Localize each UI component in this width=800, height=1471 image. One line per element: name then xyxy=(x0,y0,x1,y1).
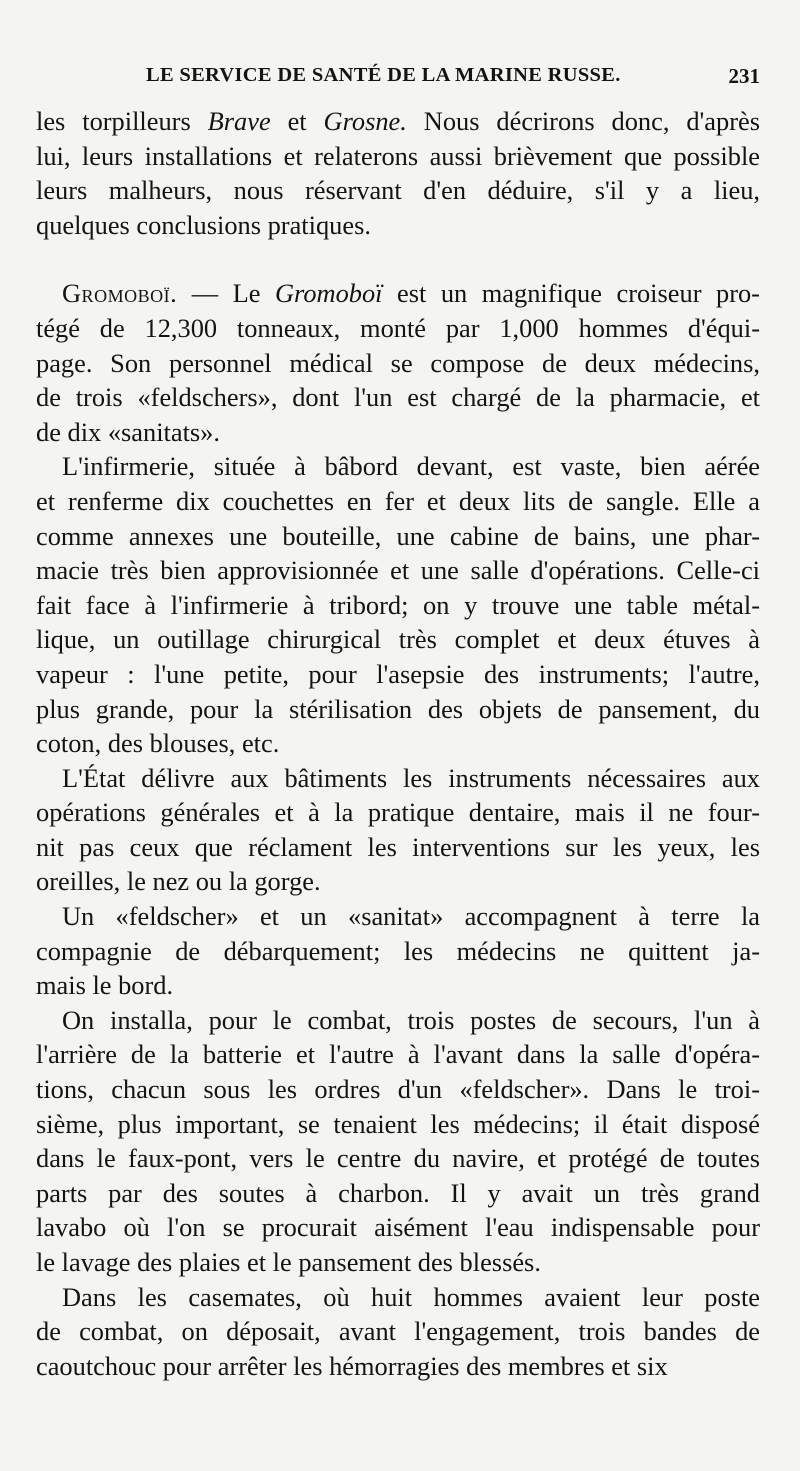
text-line: mais le bord. xyxy=(36,970,174,1001)
paragraph-etat xyxy=(36,761,760,899)
text-line: vapeur : l'une petite, pour l'asepsie des instruments; l'autre, xyxy=(36,658,760,689)
text-line: l'arrière de la batterie et l'autre à l'avant dans la salle d'opéra- xyxy=(36,1039,760,1070)
text-line: parts par des soutes à charbon. Il y avait un très grand xyxy=(36,1177,760,1208)
intro-paragraph xyxy=(36,104,760,242)
text-line: lui, leurs installations et relaterons aussi brièvement que possible xyxy=(36,140,760,171)
text-line: coton, des blouses, etc. xyxy=(36,728,280,759)
text-line: comme annexes une bouteille, une cabine de bains, une phar- xyxy=(36,520,760,551)
text-line: compagnie de débarquement; les médecins ne quittent ja- xyxy=(36,935,760,966)
section-heading: Gromoboï. xyxy=(62,278,178,309)
text-line: quelques conclusions pratiques. xyxy=(36,209,371,240)
paragraph-infirmerie xyxy=(36,449,760,760)
text-line: opérations générales et à la pratique dentaire, mais il ne four- xyxy=(36,797,760,828)
text-line: fait face à l'infirmerie à tribord; on y trouve une table métal- xyxy=(36,589,760,620)
ship-name: Grosne. xyxy=(323,106,407,136)
text-line: On installa, pour le combat, trois postes de secours, l'un à xyxy=(62,1004,760,1035)
ship-name: Gromoboï xyxy=(274,278,383,309)
text-line: L'infirmerie, située à bâbord devant, est vaste, bien aérée xyxy=(62,451,760,482)
paragraph-casemates xyxy=(36,1280,760,1384)
text-line: sième, plus important, se tenaient les médecins; il était disposé xyxy=(36,1108,760,1139)
text-line: Gromoboï. — Le Gromoboï est un magnifique croiseur pro- xyxy=(62,278,760,309)
text-line: macie très bien approvisionnée et une salle d'opérations. Celle-ci xyxy=(36,555,760,586)
text-line: lavabo où l'on se procurait aisément l'eau indispensable pour xyxy=(36,1212,760,1243)
body-text xyxy=(36,104,760,1383)
text-line: les torpilleurs Brave et Grosne. Nous décrirons donc, d'après xyxy=(36,106,760,136)
text-line: leurs malheurs, nous réservant d'en déduire, s'il y a lieu, xyxy=(36,175,760,206)
text-line: de trois «feldschers», dont l'un est chargé de la pharmacie, et xyxy=(36,382,760,413)
text-line: caoutchouc pour arrêter les hémorragies des membres et six xyxy=(36,1350,668,1381)
paragraph-debarquement xyxy=(36,899,760,1003)
text-line: plus grande, pour la stérilisation des objets de pansement, du xyxy=(36,693,760,724)
text-line: le lavage des plaies et le pansement des blessés. xyxy=(36,1247,541,1277)
paragraph-combat xyxy=(36,1003,760,1280)
text-line: Un «feldscher» et un «sanitat» accompagnent à terre la xyxy=(62,901,760,932)
text-line: dans le faux-pont, vers le centre du navire, et protégé de toutes xyxy=(36,1143,760,1174)
page-number: 231 xyxy=(728,64,760,88)
paragraph-gromoboi xyxy=(36,276,760,449)
text-line: et renferme dix couchettes en fer et deux lits de sangle. Elle a xyxy=(36,485,760,516)
text-line: Dans les casemates, où huit hommes avaient leur poste xyxy=(62,1281,760,1312)
text-line: tions, chacun sous les ordres d'un «feldscher». Dans le troi- xyxy=(36,1074,760,1105)
text-line: lique, un outillage chirurgical très complet et deux étuves à xyxy=(36,624,760,655)
text-line: tégé de 12,300 tonneaux, monté par 1,000 hommes d'équi- xyxy=(36,312,760,343)
text-line: L'État délivre aux bâtiments les instruments nécessaires aux xyxy=(62,762,760,793)
text-line: de combat, on déposait, avant l'engagement, trois bandes de xyxy=(36,1316,760,1347)
running-head xyxy=(36,64,760,104)
text-line: nit pas ceux que réclament les interventions sur les yeux, les xyxy=(36,831,760,862)
text-line: oreilles, le nez ou la gorge. xyxy=(36,866,321,897)
running-title: LE SERVICE DE SANTÉ DE LA MARINE RUSSE. xyxy=(146,64,621,86)
ship-name: Brave xyxy=(207,106,271,136)
text-line: page. Son personnel médical se compose de deux médecins, xyxy=(36,347,760,378)
text-line: de dix «sanitats». xyxy=(36,416,220,447)
